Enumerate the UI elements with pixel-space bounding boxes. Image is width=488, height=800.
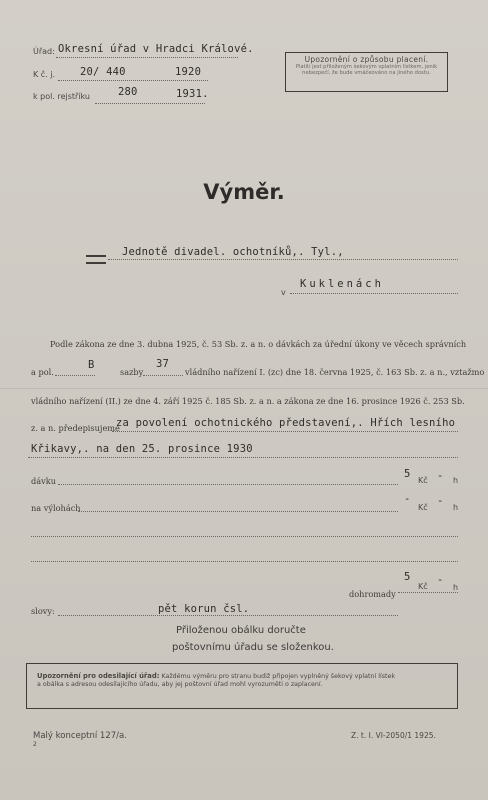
davku-h-value: -: [437, 470, 444, 482]
sender-notice-box: [26, 663, 458, 709]
form-number-sub: 2: [33, 741, 37, 748]
recipient-line: [108, 259, 458, 260]
ref-line: [58, 80, 208, 81]
paper-fold: [0, 388, 488, 389]
place-line: [290, 293, 458, 294]
dohromady-line: [398, 592, 458, 593]
register-line: [95, 103, 205, 104]
davku-kc-label: Kč: [418, 476, 428, 485]
purpose-line-1: za povolení ochotnického představení,. Hřích lesního: [116, 417, 456, 429]
recipient-name: Jednotě divadel. ochotníků,. Tyl.,: [122, 246, 344, 258]
crossed-out-prefix: [86, 255, 106, 257]
pol-line: [55, 375, 95, 376]
davku-h-label: h: [453, 476, 459, 485]
blank-line-2: [31, 561, 458, 562]
recipient-place: Kuklenách: [300, 278, 384, 290]
dohromady-h-label: h: [453, 583, 459, 592]
office-value: Okresní úřad v Hradci Králové.: [58, 43, 254, 55]
body-line-2: vládního nařízení I. (zc) dne 18. června 1925, č. 163 Sb. z. a n., vztažmo: [185, 367, 485, 377]
document-title: Výměr.: [203, 180, 285, 204]
sender-notice-title: Upozornění pro odesilající úřad:: [37, 672, 160, 680]
purpose-line-2-dots: [28, 457, 458, 458]
sender-notice-text-2: a obálka s adresou odesílajícího úřadu, aby jej poštovní úřad mohl vyrozuměti o zaplacení.: [37, 681, 323, 688]
register-value: 280: [118, 86, 138, 98]
purpose-line-2: Křikavy,. na den 25. prosince 1930: [31, 443, 253, 455]
body-line-1: Podle zákona ze dne 3. dubna 1925, č. 53 Sb. z. a n. o dávkách za úřední úkony ve věcech správních: [50, 339, 467, 349]
register-label: k pol. rejstříku: [33, 92, 90, 101]
stamp-line-1: Přiloženou obálku doručte: [176, 625, 306, 636]
ref-value: 20/ 440: [80, 66, 126, 78]
office-line: [56, 57, 238, 58]
vylohach-h-label: h: [453, 503, 459, 512]
ref-year: 1920: [175, 66, 202, 78]
print-reference: Z. t. I. VI-2050/1 1925.: [351, 731, 436, 740]
slovy-label: slovy:: [31, 606, 55, 616]
office-label: Úřad:: [33, 47, 55, 56]
payment-notice-body: Platiti jest přiloženým šekovým vplatním lístkem, jenik nebezpečí, že bude vmáčeováno na jiného dostu.: [295, 64, 438, 76]
pol-value: B: [88, 359, 95, 371]
sazby-value: 37: [156, 358, 170, 370]
vylohach-kc-label: Kč: [418, 503, 428, 512]
vylohach-label: na výlohách: [31, 503, 81, 513]
body-line-4-label: z. a n. předepisujeme: [31, 423, 120, 433]
dohromady-h-value: -: [437, 574, 444, 586]
place-prefix: v: [281, 288, 286, 297]
pol-label: a pol.: [31, 367, 54, 377]
vylohach-h-value: -: [437, 495, 444, 507]
slovy-value: pět korun čsl.: [158, 603, 250, 615]
dohromady-kc-value: 5: [404, 571, 411, 583]
sender-notice-text-1: Každému výměru pro stranu budiž připojen vyplněný šekový vplatní lístek: [161, 673, 395, 680]
davku-line: [58, 484, 398, 485]
slovy-line: [58, 615, 398, 616]
vylohach-kc-value: -: [404, 493, 411, 505]
davku-label: dávku: [31, 476, 56, 486]
blank-line-1: [31, 536, 458, 537]
body-line-3: vládního nařízení (II.) ze dne 4. září 1925 č. 185 Sb. z. a n. a zákona ze dne 16. prosince 1926 č. 253 Sb.: [31, 396, 465, 406]
ref-label: K č. j.: [33, 70, 56, 79]
form-number: Malý konceptní 127/a.: [33, 731, 127, 741]
payment-notice-title: Upozornění o způsobu placení.: [304, 55, 429, 64]
vylohach-line: [78, 511, 398, 512]
sazby-line: [143, 375, 183, 376]
stamp-line-2: poštovnímu úřadu se složenkou.: [172, 642, 334, 653]
register-year: 1931.: [176, 88, 209, 100]
dohromady-kc-label: Kč: [418, 582, 428, 591]
payment-notice-box: [285, 52, 448, 92]
dohromady-label: dohromady: [349, 589, 396, 599]
purpose-line-1-dots: [112, 431, 458, 432]
crossed-out-prefix-2: [86, 262, 106, 264]
davku-kc-value: 5: [404, 468, 411, 480]
sazby-label: sazby: [120, 367, 144, 377]
